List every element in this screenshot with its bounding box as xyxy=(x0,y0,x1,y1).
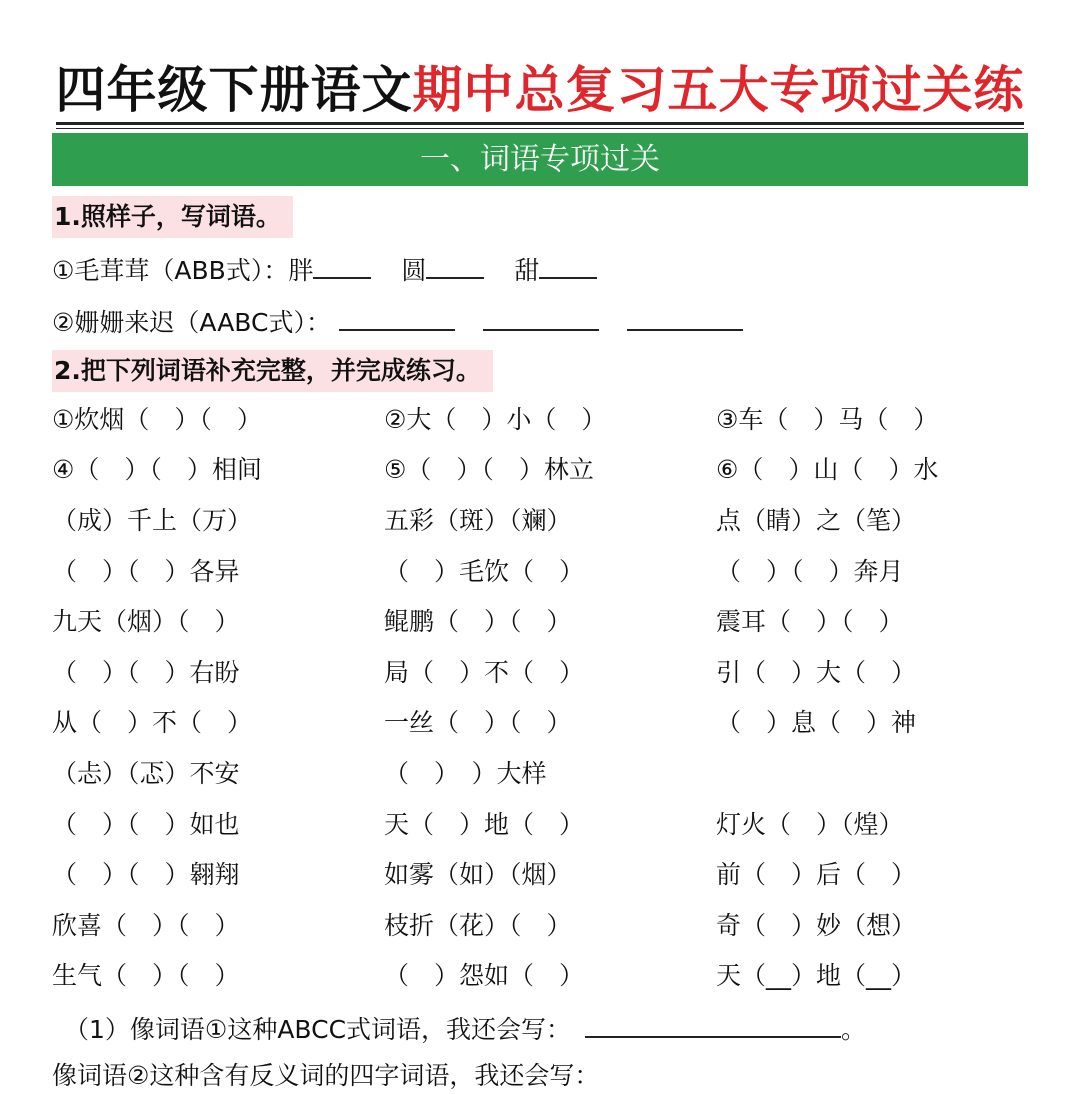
sub-question-1-suffix: 。 xyxy=(841,1015,867,1044)
idiom-item: （ ）（ ）右盼 xyxy=(52,658,240,687)
idiom-item: ⑤（ ）（ ）林立 xyxy=(384,455,594,484)
answer-blank[interactable] xyxy=(483,303,599,331)
idiom-item: （ ） ）大样 xyxy=(384,759,547,788)
idiom-item: 从（ ）不（ ） xyxy=(52,708,253,737)
page-title xyxy=(0,58,1080,122)
q1-line1-prefix: ①毛茸茸（ABB式）： xyxy=(52,256,289,285)
idiom-item: （ ）（ ）各异 xyxy=(52,557,240,586)
title-rule-thick xyxy=(56,122,1024,125)
sub-question-1 xyxy=(64,1010,866,1048)
question-1-heading: 1.照样子，写词语。 xyxy=(52,196,293,238)
sub-question-1-prefix: （1）像词语①这种ABCC式词语，我还会写： xyxy=(64,1015,572,1044)
idiom-item: 九天（烟）（ ） xyxy=(52,607,240,636)
q1-word-2: 圆 xyxy=(401,256,427,285)
idiom-item: 局（ ）不（ ） xyxy=(384,658,585,687)
idiom-item: （ ）（ ）翱翔 xyxy=(52,860,240,889)
answer-blank[interactable] xyxy=(339,303,455,331)
answer-blank[interactable] xyxy=(539,251,597,279)
title-part-red: 期中总复习五大专项过关练 xyxy=(412,61,1025,119)
q1-line2-prefix: ②姗姗来迟（AABC式）： xyxy=(52,308,331,337)
q1-word-3: 甜 xyxy=(514,256,540,285)
idiom-item: 鲲鹏（ ）（ ） xyxy=(384,607,572,636)
idiom-item: 天（ ）地（ ） xyxy=(384,810,585,839)
answer-blank[interactable] xyxy=(313,251,371,279)
idiom-item: （ ）怨如（ ） xyxy=(384,961,585,990)
idiom-item: ③车（ ）马（ ） xyxy=(716,405,939,434)
title-part-black: 四年级下册语文 xyxy=(55,61,413,119)
sub-question-2: 像词语②这种含有反义词的四字词语，我还会写： xyxy=(52,1061,600,1090)
idiom-item: 震耳（ ）（ ） xyxy=(716,607,904,636)
idiom-item: ②大（ ）小（ ） xyxy=(384,405,607,434)
idiom-item: （ ）（ ）如也 xyxy=(52,810,240,839)
idiom-item: 天（__）地（__） xyxy=(716,961,917,990)
idiom-item: ①炊烟（ ）（ ） xyxy=(52,405,262,434)
question-1-line-1 xyxy=(52,251,597,289)
section-header: 一、词语专项过关 xyxy=(52,133,1028,186)
idiom-item: （ ）毛饮（ ） xyxy=(384,557,585,586)
idiom-item: （ ）（ ）奔月 xyxy=(716,557,904,586)
q1-word-1: 胖 xyxy=(288,256,314,285)
answer-blank[interactable] xyxy=(627,303,743,331)
idiom-item: 生气（ ）（ ） xyxy=(52,961,240,990)
idiom-item: （忐）（忑）不安 xyxy=(52,759,240,788)
idiom-item: 枝折（花）（ ） xyxy=(384,911,572,940)
answer-blank[interactable] xyxy=(585,1010,841,1038)
idiom-item: 奇（ ）妙（想） xyxy=(716,911,917,940)
idiom-item: ⑥（ ）山（ ）水 xyxy=(716,455,939,484)
idiom-item: （成）千上（万） xyxy=(52,506,253,535)
title-rule-thin xyxy=(56,128,1024,129)
answer-blank[interactable] xyxy=(426,251,484,279)
question-1-line-2 xyxy=(52,303,743,341)
idiom-item: 欣喜（ ）（ ） xyxy=(52,911,240,940)
idiom-item: （ ）息（ ）神 xyxy=(716,708,917,737)
idiom-item: 引（ ）大（ ） xyxy=(716,658,917,687)
idiom-item: 一丝（ ）（ ） xyxy=(384,708,572,737)
idiom-item: 灯火（ ）（煌） xyxy=(716,810,904,839)
question-2-heading: 2.把下列词语补充完整，并完成练习。 xyxy=(52,350,493,392)
idiom-item: 点（睛）之（笔） xyxy=(716,506,917,535)
idiom-item: 如雾（如）（烟） xyxy=(384,860,572,889)
idiom-item: ④（ ）（ ）相间 xyxy=(52,455,262,484)
idiom-item: 五彩（斑）（斓） xyxy=(384,506,572,535)
idiom-item: 前（ ）后（ ） xyxy=(716,860,917,889)
